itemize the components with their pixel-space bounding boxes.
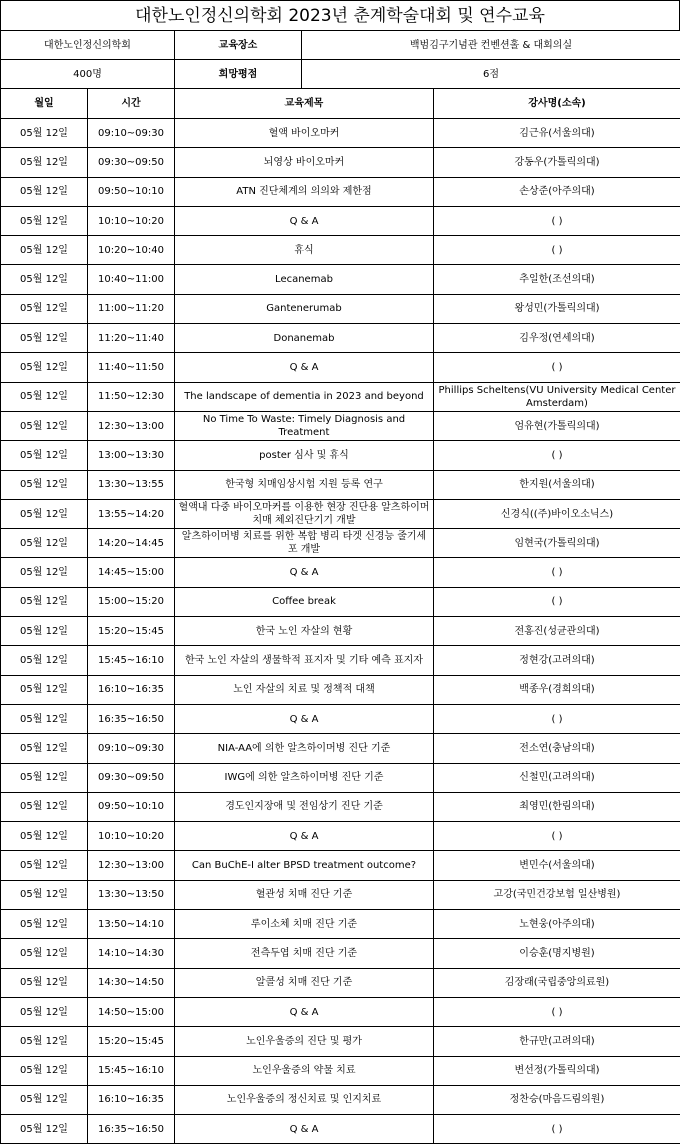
speaker-cell: ( ) bbox=[434, 236, 680, 265]
speaker-cell: 변민수(서울의대) bbox=[434, 851, 680, 880]
date-cell: 05월 12일 bbox=[1, 441, 88, 470]
speaker-cell: 변선정(가톨릭의대) bbox=[434, 1056, 680, 1085]
table-row bbox=[1, 441, 680, 470]
table-row bbox=[1, 734, 680, 763]
date-cell: 05월 12일 bbox=[1, 1056, 88, 1085]
speaker-cell: 정찬승(마음드림의원) bbox=[434, 1085, 680, 1114]
table-row bbox=[1, 119, 680, 148]
date-cell: 05월 12일 bbox=[1, 822, 88, 851]
table-row bbox=[1, 148, 680, 177]
topic-cell: 뇌영상 바이오마커 bbox=[175, 148, 434, 177]
topic-cell: 경도인지장애 및 전임상기 진단 기준 bbox=[175, 792, 434, 821]
topic-cell: 혈액내 다중 바이오마커를 이용한 현장 진단용 알츠하이머 치매 체외진단기기 개발 bbox=[175, 499, 434, 528]
time-cell: 09:10~09:30 bbox=[88, 734, 175, 763]
time-cell: 14:45~15:00 bbox=[88, 558, 175, 587]
time-cell: 13:55~14:20 bbox=[88, 499, 175, 528]
speaker-cell: ( ) bbox=[434, 997, 680, 1026]
topic-cell: ATN 진단체계의 의의와 제한점 bbox=[175, 177, 434, 206]
col-header-speaker: 강사명(소속) bbox=[434, 89, 680, 119]
date-cell: 05월 12일 bbox=[1, 177, 88, 206]
topic-cell: Lecanemab bbox=[175, 265, 434, 294]
table-row bbox=[1, 1056, 680, 1085]
topic-cell: 노인 자살의 치료 및 정책적 대책 bbox=[175, 675, 434, 704]
speaker-cell: 손상준(아주의대) bbox=[434, 177, 680, 206]
speaker-cell: 전홍진(성균관의대) bbox=[434, 617, 680, 646]
table-row bbox=[1, 675, 680, 704]
time-cell: 14:20~14:45 bbox=[88, 529, 175, 558]
speaker-cell: ( ) bbox=[434, 822, 680, 851]
date-cell: 05월 12일 bbox=[1, 1027, 88, 1056]
topic-cell: Q & A bbox=[175, 558, 434, 587]
topic-cell: 노인우울증의 약물 치료 bbox=[175, 1056, 434, 1085]
org-cell: 대한노인정신의학회 bbox=[1, 31, 175, 60]
time-cell: 09:10~09:30 bbox=[88, 119, 175, 148]
table-row bbox=[1, 822, 680, 851]
date-cell: 05월 12일 bbox=[1, 353, 88, 382]
date-cell: 05월 12일 bbox=[1, 939, 88, 968]
time-cell: 10:20~10:40 bbox=[88, 236, 175, 265]
table-row bbox=[1, 968, 680, 997]
date-cell: 05월 12일 bbox=[1, 910, 88, 939]
speaker-cell: ( ) bbox=[434, 353, 680, 382]
date-cell: 05월 12일 bbox=[1, 704, 88, 733]
time-cell: 13:00~13:30 bbox=[88, 441, 175, 470]
date-cell: 05월 12일 bbox=[1, 294, 88, 323]
header-row bbox=[1, 89, 680, 119]
table-row bbox=[1, 382, 680, 411]
table-row bbox=[1, 587, 680, 616]
time-cell: 09:30~09:50 bbox=[88, 148, 175, 177]
topic-cell: Q & A bbox=[175, 997, 434, 1026]
table-row bbox=[1, 206, 680, 235]
date-cell: 05월 12일 bbox=[1, 499, 88, 528]
table-row bbox=[1, 939, 680, 968]
table-row bbox=[1, 792, 680, 821]
topic-cell: Q & A bbox=[175, 206, 434, 235]
time-cell: 11:40~11:50 bbox=[88, 353, 175, 382]
col-header-time: 시간 bbox=[88, 89, 175, 119]
time-cell: 11:20~11:40 bbox=[88, 324, 175, 353]
topic-cell: 한국형 치매임상시험 지원 등록 연구 bbox=[175, 470, 434, 499]
topic-cell: Q & A bbox=[175, 353, 434, 382]
topic-cell: 한국 노인 자살의 생물학적 표지자 및 기타 예측 표지자 bbox=[175, 646, 434, 675]
time-cell: 12:30~13:00 bbox=[88, 851, 175, 880]
info-table bbox=[0, 31, 680, 89]
topic-cell: Can BuChE-I alter BPSD treatment outcome? bbox=[175, 851, 434, 880]
speaker-cell: ( ) bbox=[434, 558, 680, 587]
topic-cell: 혈관성 치매 진단 기준 bbox=[175, 880, 434, 909]
time-cell: 14:10~14:30 bbox=[88, 939, 175, 968]
schedule-table bbox=[0, 89, 680, 1144]
speaker-cell: ( ) bbox=[434, 587, 680, 616]
topic-cell: NIA-AA에 의한 알츠하이머병 진단 기준 bbox=[175, 734, 434, 763]
date-cell: 05월 12일 bbox=[1, 470, 88, 499]
time-cell: 16:10~16:35 bbox=[88, 675, 175, 704]
speaker-cell: 백종우(경희의대) bbox=[434, 675, 680, 704]
topic-cell: Q & A bbox=[175, 1115, 434, 1144]
date-cell: 05월 12일 bbox=[1, 265, 88, 294]
points-cell: 6점 bbox=[302, 60, 680, 89]
time-cell: 11:00~11:20 bbox=[88, 294, 175, 323]
time-cell: 10:10~10:20 bbox=[88, 822, 175, 851]
topic-cell: poster 심사 및 휴식 bbox=[175, 441, 434, 470]
topic-cell: Q & A bbox=[175, 822, 434, 851]
time-cell: 11:50~12:30 bbox=[88, 382, 175, 411]
speaker-cell: 추일한(조선의대) bbox=[434, 265, 680, 294]
date-cell: 05월 12일 bbox=[1, 382, 88, 411]
date-cell: 05월 12일 bbox=[1, 558, 88, 587]
speaker-cell: 엄유현(가톨릭의대) bbox=[434, 411, 680, 440]
topic-cell: 알츠하이머병 치료를 위한 복합 병리 타겟 신경능 줄기세포 개발 bbox=[175, 529, 434, 558]
time-cell: 14:30~14:50 bbox=[88, 968, 175, 997]
speaker-cell: 김장래(국립중앙의료원) bbox=[434, 968, 680, 997]
topic-cell: No Time To Waste: Timely Diagnosis and Treatment bbox=[175, 411, 434, 440]
topic-cell: 한국 노인 자살의 현황 bbox=[175, 617, 434, 646]
info-row bbox=[1, 60, 680, 89]
venue-label: 교육장소 bbox=[175, 31, 302, 60]
table-row bbox=[1, 763, 680, 792]
date-cell: 05월 12일 bbox=[1, 119, 88, 148]
speaker-cell: 왕성민(가톨릭의대) bbox=[434, 294, 680, 323]
date-cell: 05월 12일 bbox=[1, 968, 88, 997]
time-cell: 16:10~16:35 bbox=[88, 1085, 175, 1114]
col-header-topic: 교육제목 bbox=[175, 89, 434, 119]
speaker-cell: ( ) bbox=[434, 1115, 680, 1144]
time-cell: 15:20~15:45 bbox=[88, 1027, 175, 1056]
table-row bbox=[1, 646, 680, 675]
speaker-cell: 고강(국민건강보험 일산병원) bbox=[434, 880, 680, 909]
info-row bbox=[1, 31, 680, 60]
schedule-body bbox=[1, 119, 680, 1144]
speaker-cell: Phillips Scheltens(VU University Medical Center Amsterdam) bbox=[434, 382, 680, 411]
topic-cell: Q & A bbox=[175, 704, 434, 733]
table-row bbox=[1, 499, 680, 528]
time-cell: 15:45~16:10 bbox=[88, 646, 175, 675]
speaker-cell: 전소연(충남의대) bbox=[434, 734, 680, 763]
time-cell: 13:30~13:55 bbox=[88, 470, 175, 499]
table-row bbox=[1, 324, 680, 353]
topic-cell: 알콜성 치매 진단 기준 bbox=[175, 968, 434, 997]
table-row bbox=[1, 880, 680, 909]
speaker-cell: 정현강(고려의대) bbox=[434, 646, 680, 675]
topic-cell: Donanemab bbox=[175, 324, 434, 353]
topic-cell: Gantenerumab bbox=[175, 294, 434, 323]
date-cell: 05월 12일 bbox=[1, 1085, 88, 1114]
table-row bbox=[1, 704, 680, 733]
topic-cell: 노인우울증의 정신치료 및 인지치료 bbox=[175, 1085, 434, 1114]
table-row bbox=[1, 265, 680, 294]
speaker-cell: ( ) bbox=[434, 704, 680, 733]
table-row bbox=[1, 353, 680, 382]
venue-cell: 백범김구기념관 컨벤션홀 & 대회의실 bbox=[302, 31, 680, 60]
time-cell: 13:30~13:50 bbox=[88, 880, 175, 909]
date-cell: 05월 12일 bbox=[1, 763, 88, 792]
table-row bbox=[1, 470, 680, 499]
speaker-cell: 노현웅(아주의대) bbox=[434, 910, 680, 939]
topic-cell: 노인우울증의 진단 및 평가 bbox=[175, 1027, 434, 1056]
speaker-cell: 최영민(한림의대) bbox=[434, 792, 680, 821]
speaker-cell: 이승훈(명지병원) bbox=[434, 939, 680, 968]
table-row bbox=[1, 851, 680, 880]
speaker-cell: 김우정(연세의대) bbox=[434, 324, 680, 353]
topic-cell: 전측두엽 치매 진단 기준 bbox=[175, 939, 434, 968]
date-cell: 05월 12일 bbox=[1, 206, 88, 235]
table-row bbox=[1, 617, 680, 646]
points-label: 희망평점 bbox=[175, 60, 302, 89]
date-cell: 05월 12일 bbox=[1, 880, 88, 909]
topic-cell: IWG에 의한 알츠하이머병 진단 기준 bbox=[175, 763, 434, 792]
time-cell: 09:50~10:10 bbox=[88, 792, 175, 821]
speaker-cell: 임현국(가톨릭의대) bbox=[434, 529, 680, 558]
table-row bbox=[1, 294, 680, 323]
date-cell: 05월 12일 bbox=[1, 236, 88, 265]
topic-cell: 루이소체 치매 진단 기준 bbox=[175, 910, 434, 939]
time-cell: 16:35~16:50 bbox=[88, 704, 175, 733]
speaker-cell: 한규만(고려의대) bbox=[434, 1027, 680, 1056]
time-cell: 15:00~15:20 bbox=[88, 587, 175, 616]
table-row bbox=[1, 236, 680, 265]
speaker-cell: 강동우(가톨릭의대) bbox=[434, 148, 680, 177]
table-row bbox=[1, 177, 680, 206]
date-cell: 05월 12일 bbox=[1, 148, 88, 177]
date-cell: 05월 12일 bbox=[1, 851, 88, 880]
topic-cell: Coffee break bbox=[175, 587, 434, 616]
table-row bbox=[1, 529, 680, 558]
table-row bbox=[1, 1027, 680, 1056]
date-cell: 05월 12일 bbox=[1, 997, 88, 1026]
col-header-date: 월일 bbox=[1, 89, 88, 119]
time-cell: 12:30~13:00 bbox=[88, 411, 175, 440]
topic-cell: 휴식 bbox=[175, 236, 434, 265]
time-cell: 10:40~11:00 bbox=[88, 265, 175, 294]
date-cell: 05월 12일 bbox=[1, 587, 88, 616]
speaker-cell: 한지원(서울의대) bbox=[434, 470, 680, 499]
speaker-cell: 신경식((주)바이오소닉스) bbox=[434, 499, 680, 528]
date-cell: 05월 12일 bbox=[1, 411, 88, 440]
date-cell: 05월 12일 bbox=[1, 324, 88, 353]
date-cell: 05월 12일 bbox=[1, 1115, 88, 1144]
table-row bbox=[1, 997, 680, 1026]
table-row bbox=[1, 411, 680, 440]
table-row bbox=[1, 558, 680, 587]
date-cell: 05월 12일 bbox=[1, 675, 88, 704]
speaker-cell: ( ) bbox=[434, 206, 680, 235]
date-cell: 05월 12일 bbox=[1, 529, 88, 558]
time-cell: 16:35~16:50 bbox=[88, 1115, 175, 1144]
topic-cell: 혈액 바이오마커 bbox=[175, 119, 434, 148]
date-cell: 05월 12일 bbox=[1, 792, 88, 821]
table-row bbox=[1, 1085, 680, 1114]
date-cell: 05월 12일 bbox=[1, 617, 88, 646]
time-cell: 15:20~15:45 bbox=[88, 617, 175, 646]
speaker-cell: ( ) bbox=[434, 441, 680, 470]
page-title: 대한노인정신의학회 2023년 춘계학술대회 및 연수교육 bbox=[0, 0, 680, 31]
date-cell: 05월 12일 bbox=[1, 646, 88, 675]
speaker-cell: 김근유(서울의대) bbox=[434, 119, 680, 148]
table-row bbox=[1, 1115, 680, 1144]
topic-cell: The landscape of dementia in 2023 and beyond bbox=[175, 382, 434, 411]
time-cell: 13:50~14:10 bbox=[88, 910, 175, 939]
time-cell: 10:10~10:20 bbox=[88, 206, 175, 235]
time-cell: 14:50~15:00 bbox=[88, 997, 175, 1026]
capacity-cell: 400명 bbox=[1, 60, 175, 89]
table-row bbox=[1, 910, 680, 939]
date-cell: 05월 12일 bbox=[1, 734, 88, 763]
time-cell: 15:45~16:10 bbox=[88, 1056, 175, 1085]
speaker-cell: 신철민(고려의대) bbox=[434, 763, 680, 792]
time-cell: 09:50~10:10 bbox=[88, 177, 175, 206]
time-cell: 09:30~09:50 bbox=[88, 763, 175, 792]
